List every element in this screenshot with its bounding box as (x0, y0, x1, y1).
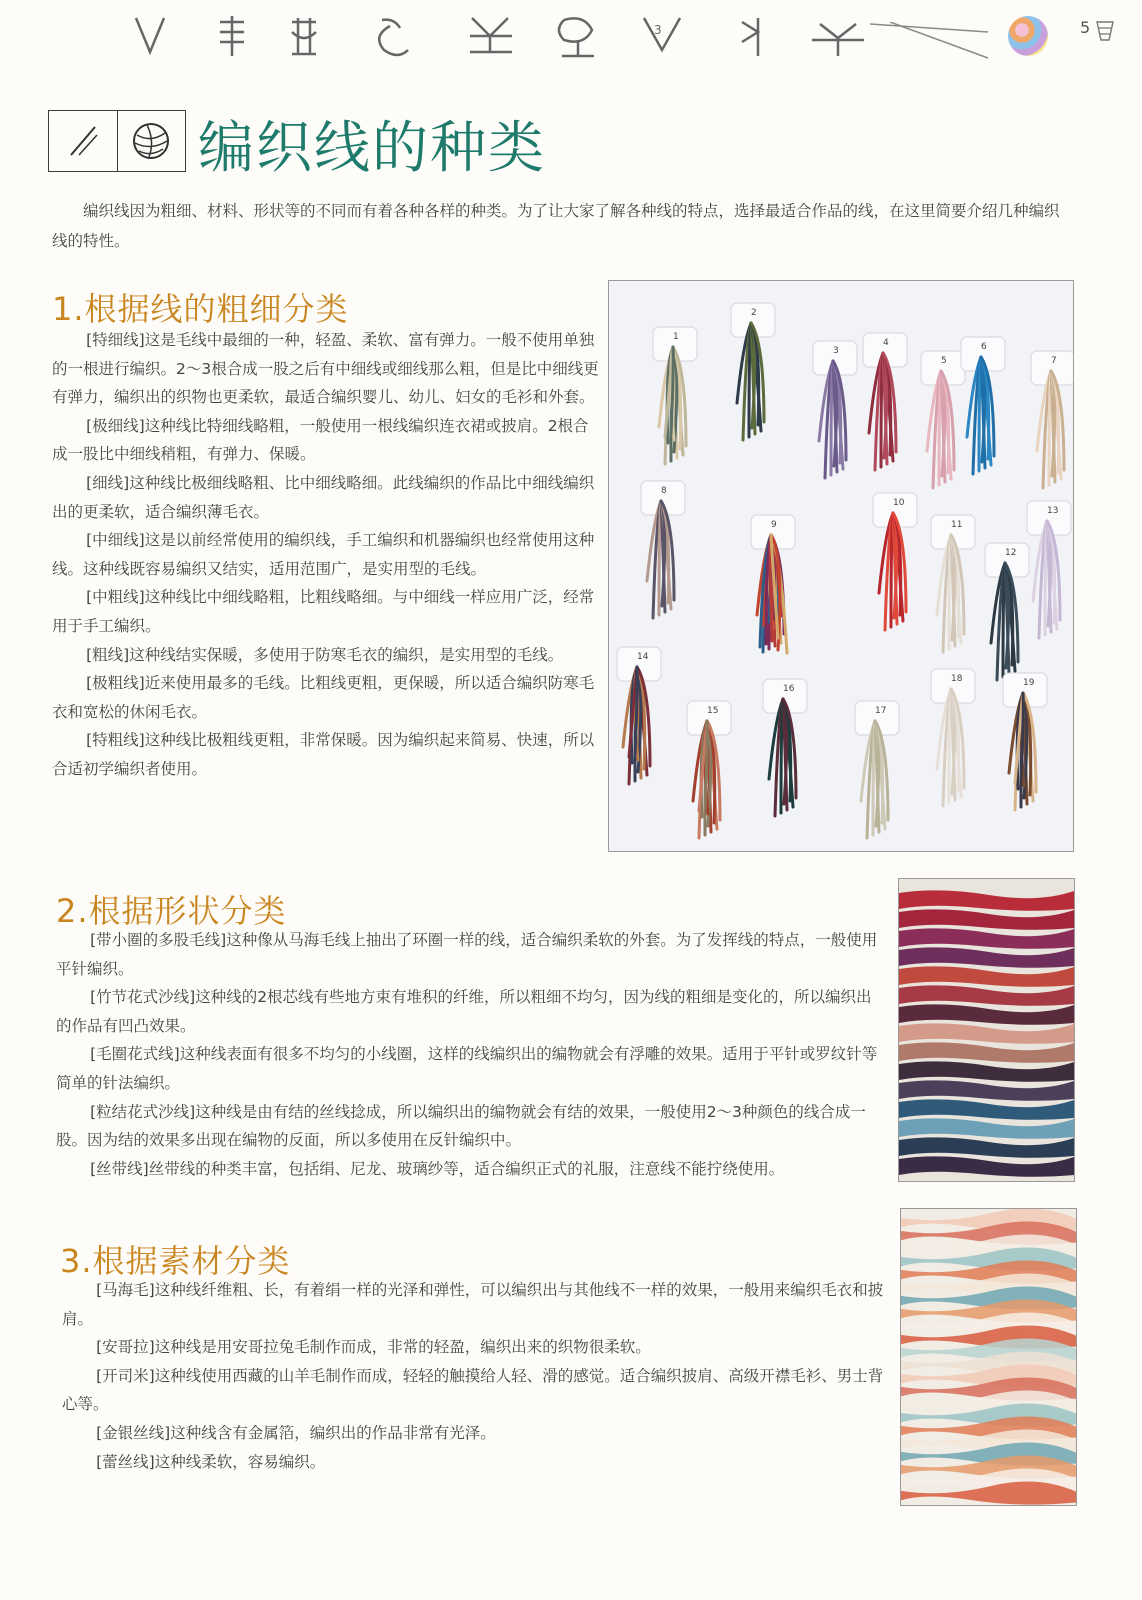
paragraph: [丝带线]丝带线的种类丰富，包括绢、尼龙、玻璃纱等，适合编织正式的礼服，注意线不能拧绕使用。 (90, 1159, 785, 1178)
section-body-shape (56, 926, 886, 1183)
section-heading-thickness: 1.根据线的粗细分类 (52, 290, 349, 328)
yarn-sample-card (751, 515, 795, 653)
yarn-sample-number: 6 (981, 342, 987, 352)
yarn-sample-card (921, 351, 965, 488)
paragraph: [特细线]这是毛线中最细的一种，轻盈、柔软、富有弹力。一般不使用单独的一根进行编织。2～3根合成一股之后有中细线或细线那么粗，但是比中细线更有弹力，编织出的织物也更柔软，最适合编织婴儿、幼儿、妇女的毛衫和外套。 (52, 331, 599, 407)
yarn-sample-number: 3 (833, 346, 839, 356)
yarn-sample-number: 14 (637, 652, 649, 662)
yarn-sample-number: 13 (1047, 506, 1059, 516)
stitch-increase-icon (812, 24, 864, 56)
paragraph: [安哥拉]这种线是用安哥拉兔毛制作而成，非常的轻盈，编织出来的织物很柔软。 (96, 1338, 651, 1357)
section-body-material (62, 1276, 890, 1476)
paragraph: [极细线]这种线比特细线略粗，一般使用一根线编织连衣裙或披肩。2根合成一股比中细线稍粗，有弹力、保暖。 (52, 416, 589, 464)
yarn-stripe (899, 985, 1074, 1005)
stitch-bobble-icon (559, 18, 594, 56)
stitch-v-icon (136, 18, 164, 52)
yarn-stripe (899, 1080, 1074, 1100)
yarn-sample-number: 2 (751, 308, 757, 318)
paragraph: [特粗线]这种线比极粗线更粗，非常保暖。因为编织起来简易、快速，所以合适初学编织者使用。 (52, 731, 595, 778)
yarn-sample-number: 18 (951, 674, 963, 684)
paragraph: [粒结花式沙线]这种线是由有结的丝线捻成，所以编织出的编物就会有结的效果，一般使用2～3种颜色的线合成一股。因为结的效果多出现在编物的反面，所以多使用在反针编织中。 (56, 1102, 866, 1150)
yarn-sample-number: 5 (941, 356, 947, 366)
yarn-stripe (899, 928, 1074, 948)
yarn-sample-card (1031, 351, 1073, 488)
paragraph: [中粗线]这种线比中细线略粗，比粗线略细。与中细线一样应用广泛，经常用于手工编织。 (52, 588, 595, 635)
yarn-stripe (899, 1004, 1074, 1024)
paragraph: [竹节花式沙线]这种线的2根芯线有些地方束有堆积的纤维，所以粗细不均匀，因为线的粗细是变化的，所以编织出的作品有凹凸效果。 (56, 988, 872, 1035)
yarn-sample-card (1027, 501, 1071, 638)
intro-paragraph (52, 196, 1072, 256)
paragraph: [开司米]这种线使用西藏的山羊毛制作而成，轻轻的触摸给人轻、滑的感觉。适合编织披肩、高级开襟毛衫、男士背心等。 (62, 1366, 884, 1414)
paragraph: [带小圈的多股毛线]这种像从马海毛线上抽出了环圈一样的线，适合编织柔软的外套。为了发挥线的特点，一般使用平针编织。 (56, 931, 878, 978)
yarn-sample-number: 17 (875, 706, 887, 716)
yarn-sample-number: 4 (883, 338, 889, 348)
section-heading-shape: 2.根据形状分类 (56, 892, 287, 930)
yarn-samples-photo (608, 280, 1074, 852)
yarn-sample-card (763, 679, 807, 816)
yarn-sample-number: 1 (673, 332, 679, 342)
yarn-sample-card (961, 337, 1005, 474)
stitch-cross-icon (220, 16, 244, 56)
yarn-sample-card (617, 647, 661, 784)
yarn-stripe (899, 890, 1074, 910)
stitch-symbols-graphic (132, 10, 892, 60)
yarn-sample-card (1003, 673, 1047, 810)
yarn-sample-card (731, 303, 775, 440)
yarn-stripe (899, 1061, 1074, 1081)
yarn-sample-card (863, 333, 907, 470)
page-title: 编织线的种类 (198, 116, 546, 181)
yarn-sample-number: 15 (707, 706, 719, 716)
paragraph: [极粗线]近来使用最多的毛线。比粗线更粗，更保暖，所以适合编织防寒毛衣和宽松的休闲毛衣。 (52, 674, 595, 721)
yarn-sample-number: 16 (783, 684, 795, 694)
page-number: 5 (1080, 18, 1091, 37)
yarn-stripe (899, 1137, 1074, 1157)
knitting-needle-icon (49, 111, 117, 171)
yarn-sample-number: 19 (1023, 678, 1035, 688)
stitch-symbol-bar (132, 10, 892, 60)
svg-text:3: 3 (654, 23, 662, 37)
yarn-stripe (899, 1042, 1074, 1062)
title-icon-box (48, 110, 186, 172)
yarn-sample-number: 12 (1005, 548, 1017, 558)
stitch-loop-icon (379, 20, 408, 55)
stitch-twist-icon (292, 18, 316, 54)
paragraph: [中细线]这是以前经常使用的编织线，手工编织和机器编织也经常使用这种线。这种线既容易编织又结实，适用范围广，是实用型的毛线。 (52, 531, 595, 578)
section-body-thickness (52, 326, 600, 784)
paragraph: [粗线]这种线结实保暖，多使用于防寒毛衣的编织，是实用型的毛线。 (86, 645, 564, 664)
yarn-stripe (899, 1118, 1074, 1138)
bobbin-icon (1094, 18, 1116, 44)
paragraph: [金银丝线]这种线含有金属箔，编织出的作品非常有光泽。 (96, 1423, 496, 1442)
yarn-sample-number: 8 (661, 486, 667, 496)
yarn-sample-number: 9 (771, 520, 777, 530)
yarn-sample-card (641, 481, 685, 618)
yarn-sample-card (873, 493, 917, 630)
yarn-stripes-photo (898, 878, 1075, 1182)
yarn-ball-icon (117, 111, 186, 171)
woven-fabric-photo (900, 1208, 1077, 1506)
yarn-sample-card (931, 515, 975, 652)
stitch-v2-icon (644, 18, 680, 50)
yarn-stripe (899, 1099, 1074, 1119)
stitch-slip-icon (742, 18, 758, 56)
paragraph: [细线]这种线比极细线略粗、比中细线略细。此线编织的作品比中细线编织出的更柔软，适合编织薄毛衣。 (52, 473, 595, 521)
yarn-sample-card (931, 669, 975, 806)
yarn-stripe (899, 966, 1074, 986)
yarn-stripe (899, 947, 1074, 967)
yarn-sample-number: 10 (893, 498, 905, 508)
yarn-sample-card (687, 701, 731, 838)
yarn-sample-number: 11 (951, 520, 963, 530)
stitch-decrease-icon (470, 18, 512, 52)
yarn-sample-card (855, 701, 899, 838)
knitting-needle-icon (870, 22, 990, 62)
yarn-stripe (899, 1156, 1074, 1176)
yarn-sample-card (985, 543, 1029, 680)
yarn-sample-card (813, 341, 857, 478)
yarn-stripe (899, 1023, 1074, 1043)
paragraph: [蕾丝线]这种线柔软，容易编织。 (96, 1452, 326, 1471)
yarn-ball-icon (1008, 16, 1048, 56)
yarn-sample-number: 7 (1051, 356, 1057, 366)
paragraph: [毛圈花式线]这种线表面有很多不均匀的小线圈，这样的线编织出的编物就会有浮雕的效果。适用于平针或罗纹针等简单的针法编织。 (56, 1045, 878, 1092)
yarn-stripe (899, 909, 1074, 929)
section-heading-material: 3.根据素材分类 (60, 1242, 291, 1280)
intro-text: 编织线因为粗细、材料、形状等的不同而有着各种各样的种类。为了让大家了解各种线的特点，选择最适合作品的线，在这里简要介绍几种编织线的特性。 (52, 202, 1060, 250)
paragraph: [马海毛]这种线纤维粗、长，有着绢一样的光泽和弹性，可以编织出与其他线不一样的效果，一般用来编织毛衣和披肩。 (62, 1281, 884, 1328)
yarn-sample-card (653, 327, 697, 464)
